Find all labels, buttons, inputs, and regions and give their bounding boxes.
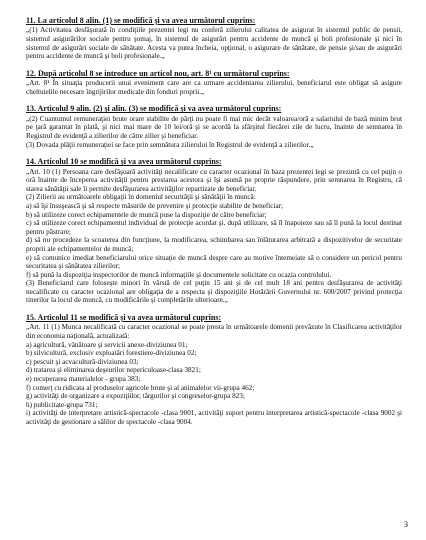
section-13 <box>26 104 402 149</box>
list-item: d) să nu procedeze la scoaterea din funcţiune, la modificarea, schimbarea sau înlăturarea arbitrară a dispozitivelor de securitate proprii ale echipamentelor de muncă; <box>26 236 402 253</box>
list-item: h) publicitate-grupa 731; <box>26 400 98 409</box>
section-paragraph: „Art. 8¹ În situaţia producerii unui eveniment care are ca urmare accidentarea zilierului, beneficiarul este obligat să asigure cheltuielile necesare îngrijirilor medicale din fonduri proprii.„ <box>26 79 402 96</box>
list-item: f) să pună la dispoziţia inspectorilor de muncă informaţiile şi documentele solicitate cu ocazia controlului. <box>26 270 332 279</box>
section-paragraph: „(1) Activitatea desfăşurată în condiţiile prezentei legi nu conferă zilierului calitatea de asigurat în sistemul public de pensii, sistemul asigurărilor sociale pentru şomaj, în sistemul de asigurări pentru accidente de muncă şi boli profesionale şi nici în sistemul de asigurări sociale de sănătate. Acesta va putea încheia, opţional, o asigurare de sănătate, de pensie şi/sau de asigurări pentru accidente de muncă şi boli profesionale.„ <box>26 26 402 61</box>
section-heading: 12. După articolul 8 se introduce un articol nou, art. 8¹ cu următorul cuprins: <box>26 68 290 78</box>
list-item: c) să utilizeze corect echipamentul individual de protecţie acordat şi, după utilizare, să îl înapoieze sau să îl pună la locul destinat pentru păstrare; <box>26 219 402 236</box>
list-item: d) tratarea şi eliminarea deşeurilor nepericuloase-clasa 3821; <box>26 366 201 375</box>
section-paragraph: (3) Beneficiarul care foloseşte minori în vârstă de cel puţin 15 ani şi de cel mult 18 ani pentru desfăşurarea de activităţi necalificate cu caracter ocazional are obligaţia de a respecta şi dispoziţiile Hotărârii Guvernului nr. 600/2007 privind protecţia tinerilor la locul de muncă, cu modificările şi completările ulterioare.„ <box>26 279 402 305</box>
section-14 <box>26 157 402 305</box>
list-item: e) recuperarea materialelor - grupa 383; <box>26 375 141 384</box>
section-11 <box>26 16 402 61</box>
list-item: b) să utilizeze corect echipamentele de muncă puse la dispoziţie de către beneficiar; <box>26 210 267 219</box>
section-15 <box>26 313 402 427</box>
section-heading: 11. La articolul 8 alin. (1) se modifică şi va avea următorul cuprins: <box>26 16 256 25</box>
list-item: c) pescuit şi acvacultură-diviziunea 03; <box>26 357 139 366</box>
section-heading: 15. Articolul 11 se modifică şi va avea următorul cuprins: <box>26 313 222 323</box>
section-paragraph: (3) Dovada plăţii remuneraţiei se face prin semnătura zilierului în Registrul de evidenţă a zilierilor.„ <box>26 140 314 149</box>
section-heading: 14. Articolul 10 se modifică şi va avea următorul cuprins: <box>26 157 222 167</box>
list-item: i) activităţi de interpretare artistică-spectacole -clasa 9001, activităţi suport pentru interpretarea artistică-spectacole -clasa 9002 şi activităţi de gestionare a sălilor de spectacole -clasa 9004. <box>26 409 402 426</box>
list-item: f) comerţ cu ridicata al produselor agricole brute şi al animalelor vii-grupa 462; <box>26 383 255 392</box>
obligations-list <box>26 202 402 279</box>
document-body <box>26 16 402 435</box>
list-item: a) să îşi însuşească şi să respecte măsurile de prevenire şi protecţie stabilite de beneficiar; <box>26 201 284 210</box>
list-item: a) agricultură, vânătoare şi servicii anexe-diviziunea 01; <box>26 340 188 349</box>
section-heading: 13. Articolul 9 alin. (2) şi alin. (3) se modifică şi va avea următorul cuprins: <box>26 104 282 114</box>
section-paragraph: „Art. 10 (1) Persoana care desfăşoară activităţi necalificate cu caracter ocazional în baza prezentei legi se prezintă cu cel puţin o oră înainte de începerea activităţii pentru prestarea acestora şi îşi asumă pe proprie răspundere, prin semnarea în Registru, că starea sănătăţii sale îi permite desfăşurarea activităţilor repartizate de beneficiar. <box>26 167 402 193</box>
section-paragraph: „(2) Cuantumul remuneraţiei brute orare stabilite de părţi nu poate fi mai mic decât valoarea/oră a salariului de bază minim brut pe ţară garantat în plată, şi nici mai mare de 10 lei/oră şi se acordă la sfârşitul fiecărei zile de lucru, înainte de semnarea în Registrul de evidenţă a zilierilor de către zilier şi beneficiar. <box>26 114 402 140</box>
domains-list <box>26 341 402 427</box>
section-12 <box>26 69 402 97</box>
page-number: 3 <box>404 520 408 529</box>
list-item: b) silvicultură, exclusiv exploatări forestiere-diviziunea 02; <box>26 349 197 358</box>
list-item: e) să comunice imediat beneficiarului orice situaţie de muncă despre care au motive întemeiate să o considere un pericol pentru securitatea şi sănătatea zilierilor; <box>26 253 402 271</box>
list-item: g) activităţi de organizare a expoziţiilor, târgurilor şi congreselor-grupa 823; <box>26 392 245 401</box>
section-paragraph: (2) Zilierii au următoarele obligaţii în domeniul securităţii şi sănătăţii în muncă: <box>26 193 256 202</box>
section-paragraph: „Art. 11 (1) Munca necalificată cu caracter ocazional se poate presta în următoarele domenii prevăzute în Clasificarea activităţilor din economia naţională, actualizată: <box>26 323 402 341</box>
